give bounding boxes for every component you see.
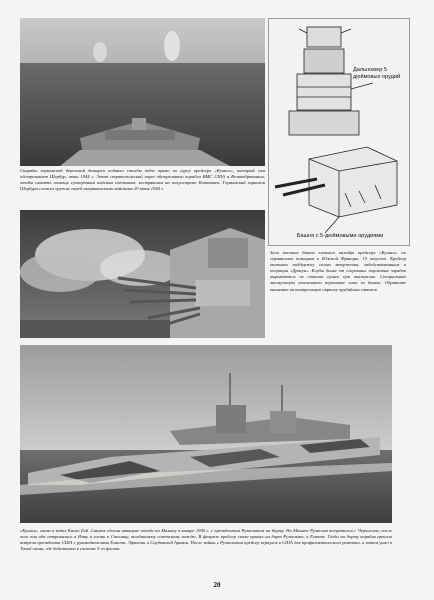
diagram-rangefinder-turret — [268, 18, 410, 246]
photo-turret-salvo — [20, 210, 265, 338]
photo-shell-splashes — [20, 18, 265, 166]
label-turret: Башня с 5-дюймовыми орудиями — [296, 233, 384, 239]
caption-middle: Залп носовых башен главного калибра крейсера «Куинси» по германским позициям в Южной Франции, 15 августа. Крейсер оказывал поддержку силам вторжения, задействованным в операции «Драгун». Клубы дыма от сгоревших пороховых зарядов вырываются из стволов пушек при выстрелах. Специальные эксгаустеры отсасывали пороховые газы из башен. Обратите внимание на контрольную окраску орудийных стволов. — [270, 250, 406, 292]
turret-drawing — [275, 147, 397, 233]
rangefinder-drawing — [289, 27, 373, 135]
photo-cruiser-casco-bay — [20, 345, 392, 523]
caption-bottom: «Куинси» снова в водах Каско Бэй. Снимок сделан накануне похода на Мальту в январе 1945 г. с президентом Рузвельтом на борту. На Мальте Рузвельт встретился с Черчиллем, после чего они оба отправились в Ялту в гости к Сталину, тогдашнему советскому вождю. В феврале крейсер снова принял на борт Рузвельта, в Египте. Тогда на борту корабля прошли встречи президента США с руководителями Египта, Эфиопии и Саудовской Аравии. После войны с Рузвельтом крейсер вернулся в США для профилактического ремонта, а затем ушел в Тихий океан, где действовал в составе 5-го флота. — [20, 528, 392, 552]
label-rangefinder: Дальномер 5 дюймовых орудий — [353, 67, 401, 80]
caption-top: Снаряды германской береговой батареи подняли столбы воды прямо по курсу крейсера «Куинси», который сам обстреливает Шербур, июнь 1944 г. Этот стратегический порт обстреливали корабли ВМС США и Великобритании, чтобы оказать помощь сухопутным войскам союзников, застрявшим на полуострове Котантен. Германский гарнизон Шербура сложил оружие перед американскими войсками 29 июня 1944 г. — [20, 168, 265, 192]
page-number: 20 — [213, 581, 221, 589]
